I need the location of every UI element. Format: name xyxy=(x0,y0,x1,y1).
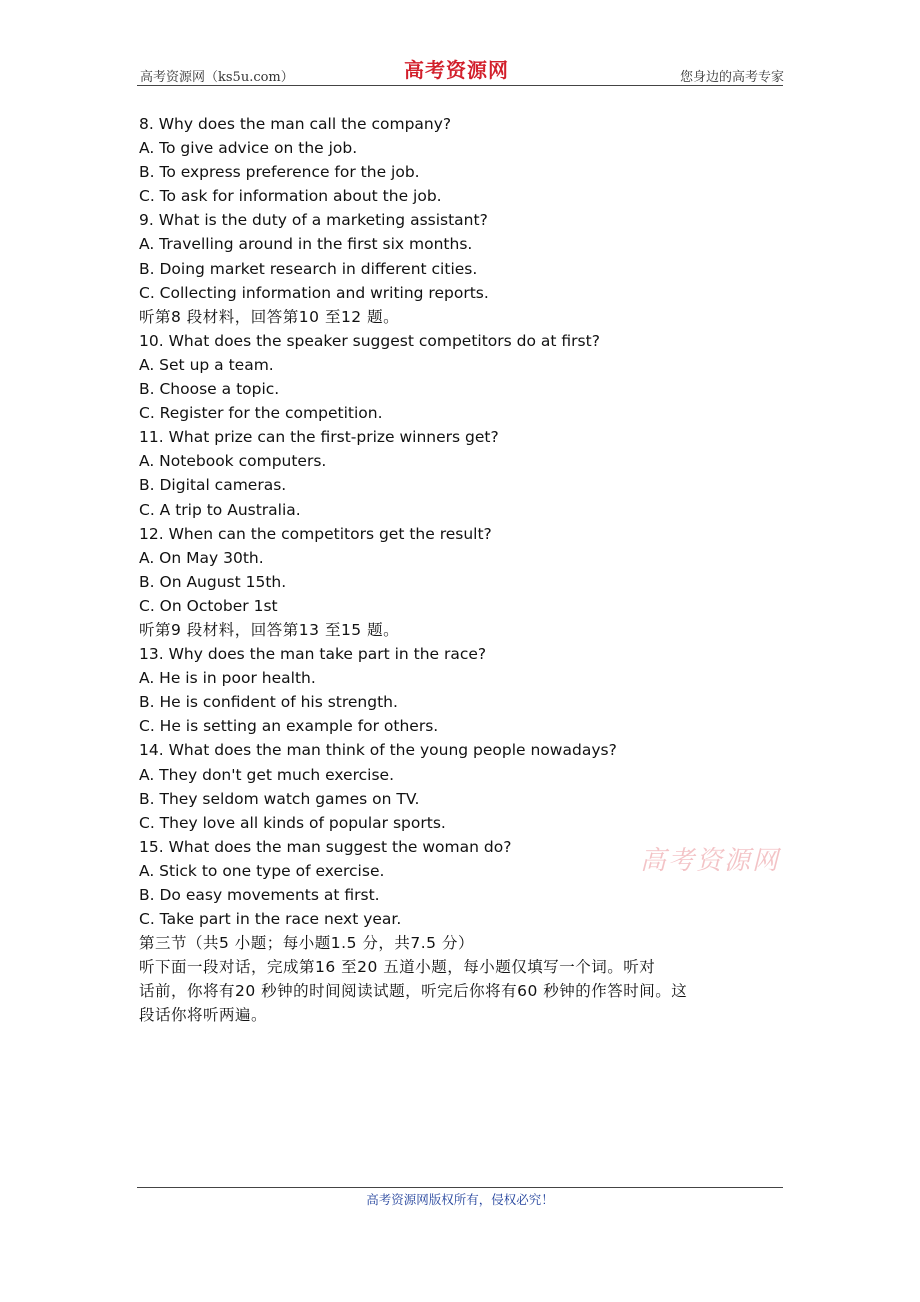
question-8: 8. Why does the man call the company? xyxy=(139,115,452,133)
option-14b: B. They seldom watch games on TV. xyxy=(139,789,420,808)
option-12c: C. On October 1st xyxy=(139,596,278,615)
option-11c: C. A trip to Australia. xyxy=(139,500,301,519)
part-three-instruction-1: 听下面一段对话，完成第16 至20 五道小题，每小题仅填写一个词。听对 xyxy=(139,958,656,977)
option-11a: A. Notebook computers. xyxy=(139,452,327,471)
option-15c: C. Take part in the race next year. xyxy=(139,910,402,929)
option-15b: B. Do easy movements at first. xyxy=(139,886,380,904)
option-8c: C. To ask for information about the job. xyxy=(139,187,442,206)
option-10b: B. Choose a topic. xyxy=(139,380,280,399)
question-10: 10. What does the speaker suggest competitors do at first? xyxy=(139,331,600,350)
header-slogan: 您身边的高考专家 xyxy=(679,70,784,85)
option-8b: B. To express preference for the job. xyxy=(139,163,420,182)
option-10c: C. Register for the competition. xyxy=(139,404,383,423)
option-14a: A. They don't get much exercise. xyxy=(139,765,394,784)
option-9c: C. Collecting information and writing reports. xyxy=(139,283,489,302)
watermark: 高考资源网 xyxy=(640,846,781,876)
option-14c: C. They love all kinds of popular sports. xyxy=(139,813,446,832)
question-13: 13. Why does the man take part in the race? xyxy=(139,645,487,664)
option-9b: B. Doing market research in different cities. xyxy=(139,259,478,278)
part-three-heading: 第三节（共5 小题；每小题1.5 分，共7.5 分） xyxy=(139,934,474,953)
option-13a: A. He is in poor health. xyxy=(139,669,316,688)
section-instruction-8: 听第8 段材料，回答第10 至12 题。 xyxy=(139,307,400,326)
option-13b: B. He is confident of his strength. xyxy=(139,693,398,712)
option-8a: A. To give advice on the job. xyxy=(139,139,358,158)
option-10a: A. Set up a team. xyxy=(139,355,274,374)
footer-copyright: 高考资源网版权所有，侵权必究！ xyxy=(366,1192,554,1207)
header-site-name: 高考资源网（ks5u.com） xyxy=(140,70,294,85)
option-11b: B. Digital cameras. xyxy=(139,476,287,495)
option-12a: A. On May 30th. xyxy=(139,548,264,567)
document-body xyxy=(139,112,779,1028)
section-instruction-9: 听第9 段材料，回答第13 至15 题。 xyxy=(139,620,400,639)
question-11: 11. What prize can the first-prize winners get? xyxy=(139,428,499,447)
question-14: 14. What does the man think of the young people nowadays? xyxy=(139,741,617,760)
part-three-instruction-2: 话前，你将有20 秒钟的时间阅读试题，听完后你将有60 秒钟的作答时间。这 xyxy=(139,982,688,1001)
footer-divider xyxy=(137,1187,783,1188)
question-15: 15. What does the man suggest the woman do? xyxy=(139,837,512,856)
question-12: 12. When can the competitors get the result? xyxy=(139,524,492,543)
header-logo: 高考资源网 xyxy=(404,58,509,82)
question-9: 9. What is the duty of a marketing assistant? xyxy=(139,211,488,230)
option-15a: A. Stick to one type of exercise. xyxy=(139,861,385,880)
header-divider xyxy=(137,85,783,86)
option-13c: C. He is setting an example for others. xyxy=(139,717,439,736)
part-three-instruction-3: 段话你将听两遍。 xyxy=(139,1006,268,1025)
option-12b: B. On August 15th. xyxy=(139,572,287,591)
option-9a: A. Travelling around in the first six months. xyxy=(139,235,473,254)
